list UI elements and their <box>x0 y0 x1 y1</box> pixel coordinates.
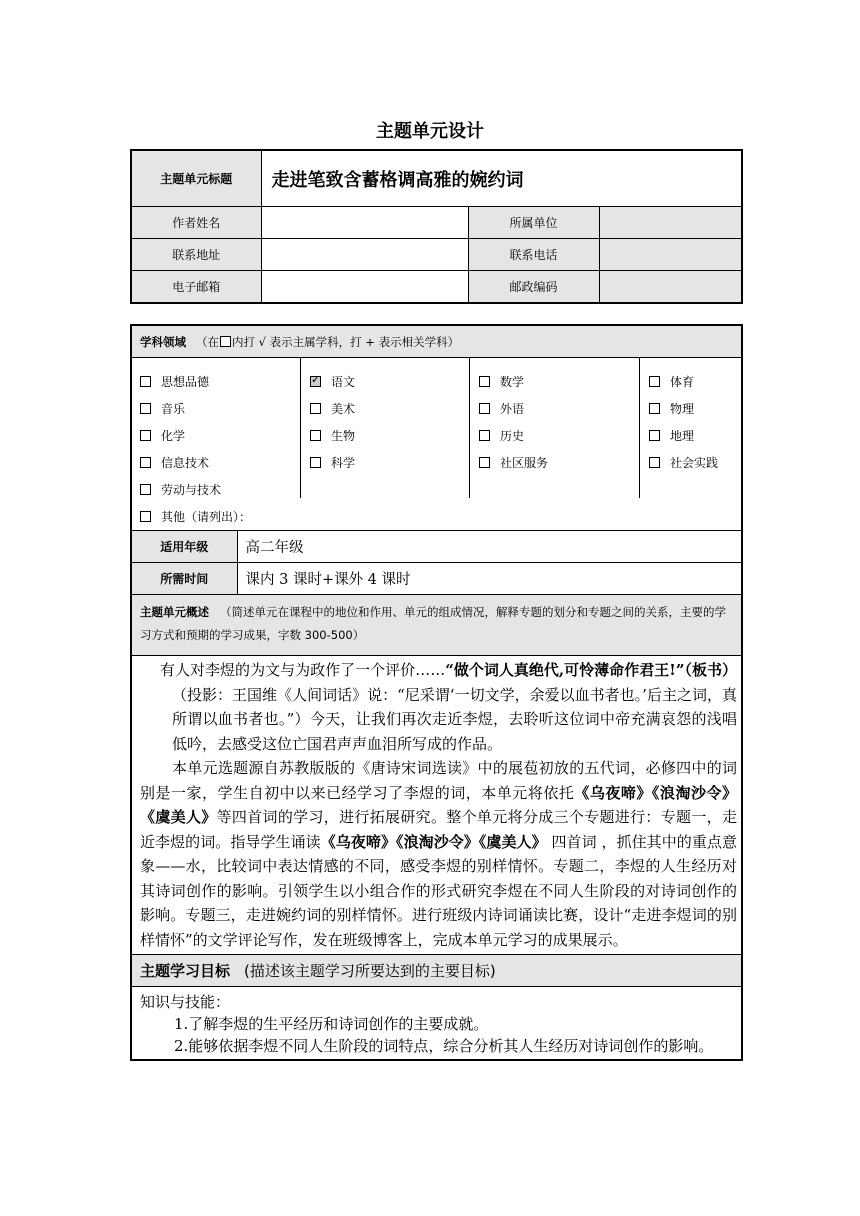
checkbox-icon[interactable] <box>310 403 321 414</box>
subject-sixiangpinde[interactable]: 思想品德 <box>140 368 221 395</box>
overview-header <box>131 595 742 656</box>
checkbox-icon[interactable] <box>649 376 660 387</box>
subject-yinyue[interactable]: 音乐 <box>140 395 221 422</box>
checkbox-icon[interactable] <box>649 430 660 441</box>
subject-checkbox-area <box>131 358 742 531</box>
checkbox-icon[interactable] <box>479 403 490 414</box>
author-field[interactable] <box>261 207 468 239</box>
subject-waiyu[interactable]: 外语 <box>479 395 548 422</box>
unit-title-label: 主题单元标题 <box>131 150 261 207</box>
subject-shequfuwu[interactable]: 社区服务 <box>479 449 548 476</box>
goals-hint: (描述该主题学习所要达到的主要目标) <box>244 962 496 980</box>
checkbox-icon[interactable] <box>649 403 660 414</box>
address-field[interactable] <box>261 239 468 271</box>
org-label: 所属单位 <box>468 207 599 239</box>
subject-column-1 <box>140 368 221 503</box>
checkbox-icon[interactable] <box>479 430 490 441</box>
grade-value: 高二年级 <box>237 531 742 563</box>
main-design-table <box>130 324 743 1061</box>
goal-item-2: 2.能够依据李煜不同人生阶段的词特点，综合分析其人生经历对诗词创作的影响。 <box>174 1037 714 1055</box>
postcode-field[interactable] <box>599 271 742 304</box>
subject-other[interactable]: 其他（请列出）： <box>140 508 251 525</box>
checkbox-icon[interactable] <box>140 484 151 495</box>
checkbox-icon[interactable] <box>140 376 151 387</box>
subject-laodong[interactable]: 劳动与技术 <box>140 476 221 503</box>
unit-title-value: 走进笔致含蓄格调高雅的婉约词 <box>261 150 742 207</box>
checkbox-icon[interactable] <box>140 457 151 468</box>
grade-label: 适用年级 <box>131 531 237 563</box>
header-info-table <box>130 149 743 304</box>
overview-text <box>131 656 742 955</box>
subject-yuwen[interactable]: ✓ 语文 <box>310 368 355 395</box>
subject-tiyu[interactable]: 体育 <box>649 368 718 395</box>
email-label: 电子邮箱 <box>131 271 261 304</box>
checkbox-sample-icon <box>220 336 231 347</box>
address-label: 联系地址 <box>131 239 261 271</box>
goal-item-1: 1.了解李煜的生平经历和诗词创作的主要成就。 <box>174 1015 489 1033</box>
subject-wuli[interactable]: 物理 <box>649 395 718 422</box>
subject-lishi[interactable]: 历史 <box>479 422 548 449</box>
phone-label: 联系电话 <box>468 239 599 271</box>
org-field[interactable] <box>599 207 742 239</box>
subject-area-label: 学科领域 <box>140 334 186 349</box>
subject-column-3 <box>479 368 548 476</box>
checkbox-icon[interactable] <box>479 376 490 387</box>
subject-area-hint-suffix: 内打 √ 表示主属学科，打 + 表示相关学科） <box>232 334 460 349</box>
goals-section-title: 知识与技能： <box>140 993 231 1011</box>
checkbox-icon[interactable] <box>140 430 151 441</box>
phone-field[interactable] <box>599 239 742 271</box>
overview-hint: （简述单元在课程中的地位和作用、单元的组成情况，解释专题的划分和专题之间的关系，主要的学习方式和预期的学习成果，字数 300-500） <box>140 605 726 642</box>
checkbox-icon[interactable] <box>649 457 660 468</box>
goals-text <box>131 987 742 1061</box>
subject-huaxue[interactable]: 化学 <box>140 422 221 449</box>
goals-label: 主题学习目标 <box>140 962 231 980</box>
subject-column-4 <box>649 368 718 476</box>
subject-shengwu[interactable]: 生物 <box>310 422 355 449</box>
subject-meishu[interactable]: 美术 <box>310 395 355 422</box>
subject-area-header <box>131 325 742 358</box>
overview-paragraph-2: 本单元选题源自苏教版版的《唐诗宋词选读》中的展苞初放的五代词，必修四中的词别是一家，学生自初中以来已经学习了李煜的词，本单元将依托《乌夜啼》《浪淘沙令》《虞美人》等四首词的学习，进行拓展研究。整个单元将分成三个专题进行：专题一，走近李煜的词。指导学生诵读《乌夜啼》《浪淘沙令》《虞美人》 四首词 ，抓住其中的重点意象——水，比较词中表达情感的不同，感受李煜的别样情怀。专题二，李煜的人生经历对其诗词创作的影响。引领学生以小组合作的形式研究李煜在不同人生阶段的对诗词创作的影响。专题三，走进婉约词的别样情怀。进行班级内诗词诵读比赛，设计“走进李煜词的别样情怀”的文学评论写作，发在班级博客上，完成本单元学习的成果展示。 <box>140 759 737 949</box>
checkbox-icon[interactable] <box>310 457 321 468</box>
email-field[interactable] <box>261 271 468 304</box>
subject-kexue[interactable]: 科学 <box>310 449 355 476</box>
author-label: 作者姓名 <box>131 207 261 239</box>
time-label: 所需时间 <box>131 563 237 595</box>
subject-column-2 <box>310 368 355 476</box>
checkbox-icon[interactable] <box>140 511 151 522</box>
checkbox-icon[interactable] <box>140 403 151 414</box>
subject-shehuishijian[interactable]: 社会实践 <box>649 449 718 476</box>
overview-paragraph-1: 有人对李煜的为文与为政作了一个评价……“做个词人真绝代,可怜薄命作君王!”（板书）（投影：王国维《人间词话》说：“尼采谓‘一切文学，余爱以血书者也。’后主之词，真所谓以血书者也。”）今天，让我们再次走近李煜，去聆听这位词中帝充满哀怨的浅唱低吟，去感受这位亡国君声声血泪所写成的作品。 <box>160 661 737 753</box>
time-value: 课内 3 课时+课外 4 课时 <box>237 563 742 595</box>
document-title: 主题单元设计 <box>376 121 484 142</box>
subject-shuxue[interactable]: 数学 <box>479 368 548 395</box>
postcode-label: 邮政编码 <box>468 271 599 304</box>
subject-xinxijishu[interactable]: 信息技术 <box>140 449 221 476</box>
overview-label: 主题单元概述 <box>140 605 209 619</box>
checked-checkbox-icon[interactable] <box>310 376 321 387</box>
subject-area-hint-prefix: （在 <box>196 334 219 349</box>
checkbox-icon[interactable] <box>479 457 490 468</box>
subject-dili[interactable]: 地理 <box>649 422 718 449</box>
goals-header <box>131 955 742 987</box>
checkbox-icon[interactable] <box>310 430 321 441</box>
